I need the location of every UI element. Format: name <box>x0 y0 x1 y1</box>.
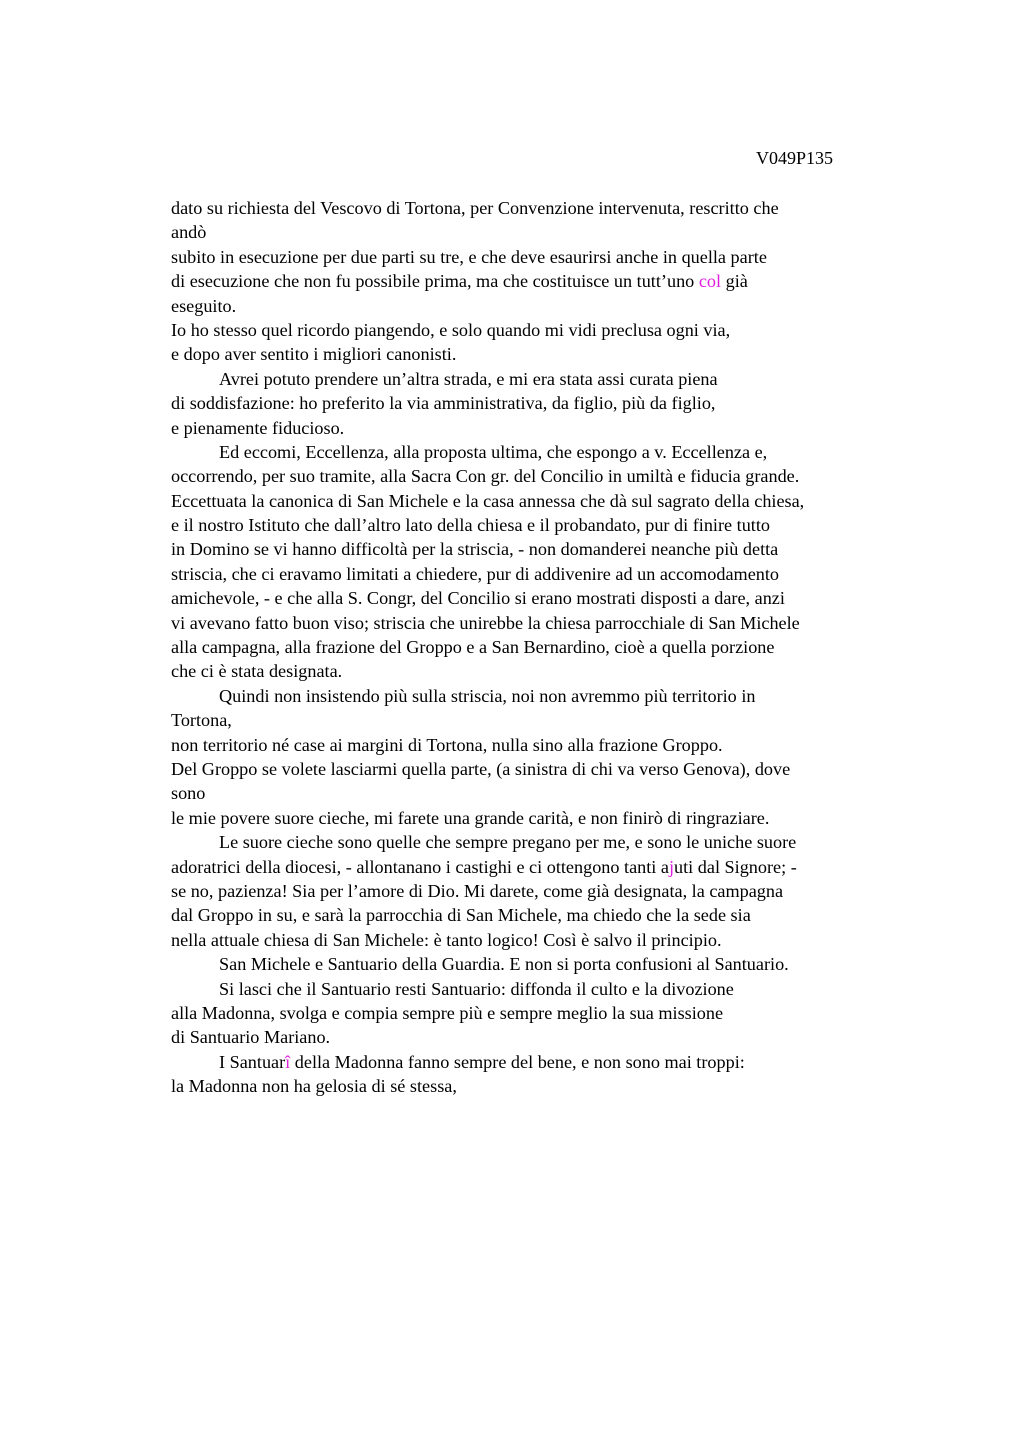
text-line <box>171 659 901 683</box>
text-segment: striscia, che ci eravamo limitati a chiedere, pur di addivenire ad un accomodamento <box>171 563 780 584</box>
text-segment: Tortona, <box>171 710 232 731</box>
text-segment: sono <box>171 783 206 804</box>
text-segment: I Santuar <box>219 1051 286 1072</box>
text-segment: di esecuzione che non fu possibile prima, ma che costituisce un tutt’uno <box>171 271 699 292</box>
text-segment: amichevole, - e che alla S. Congr, del Concilio si erano mostrati disposti a dare, anzi <box>171 588 785 609</box>
text-line <box>171 684 901 708</box>
text-segment: San Michele e Santuario della Guardia. E non si porta confusioni al Santuario. <box>219 954 789 975</box>
text-segment: eseguito. <box>171 295 237 316</box>
text-segment: e dopo aver sentito i migliori canonisti. <box>171 344 457 365</box>
text-line <box>171 611 901 635</box>
text-line <box>171 635 901 659</box>
text-line <box>171 416 901 440</box>
text-segment: e il nostro Istituto che dall’altro lato della chiesa e il probandato, pur di finire tutto <box>171 515 771 536</box>
text-line <box>171 586 901 610</box>
text-segment: la Madonna non ha gelosia di sé stessa, <box>171 1076 457 1097</box>
text-line <box>171 1074 901 1098</box>
text-line <box>171 367 901 391</box>
text-line <box>171 781 901 805</box>
text-line <box>171 1001 901 1025</box>
text-line <box>171 489 901 513</box>
text-line <box>171 757 901 781</box>
text-line <box>171 903 901 927</box>
text-segment: Avrei potuto prendere un’altra strada, e mi era stata assi curata piena <box>219 368 718 389</box>
text-line <box>171 440 901 464</box>
text-line <box>171 220 901 244</box>
text-segment: uti dal Signore; - <box>674 856 797 877</box>
text-segment: Eccettuata la canonica di San Michele e la casa annessa che dà sul sagrato della chiesa, <box>171 490 805 511</box>
text-line <box>171 318 901 342</box>
text-line <box>171 537 901 561</box>
highlighted-text: col <box>698 271 722 292</box>
text-segment: in Domino se vi hanno difficoltà per la striscia, - non domanderei neanche più detta <box>171 539 779 560</box>
text-segment: andò <box>171 222 207 243</box>
text-line <box>171 464 901 488</box>
text-segment: della Madonna fanno sempre del bene, e non sono mai troppi: <box>290 1051 745 1072</box>
text-segment: dal Groppo in su, e sarà la parrocchia di San Michele, ma chiedo che la sede sia <box>171 905 751 926</box>
text-segment: Del Groppo se volete lasciarmi quella parte, (a sinistra di chi va verso Genova), dove <box>171 758 791 779</box>
text-line <box>171 1025 901 1049</box>
text-line <box>171 733 901 757</box>
highlighted-text: î <box>285 1051 291 1072</box>
text-segment: Ed eccomi, Eccellenza, alla proposta ultima, che espongo a v. Eccellenza e, <box>219 441 768 462</box>
text-segment: di Santuario Mariano. <box>171 1027 331 1048</box>
text-segment: subito in esecuzione per due parti su tre, e che deve esaurirsi anche in quella parte <box>171 246 767 267</box>
text-segment: adoratrici della diocesi, - allontanano i castighi e ci ottengono tanti a <box>171 856 669 877</box>
text-segment: alla Madonna, svolga e compia sempre più e sempre meglio la sua missione <box>171 1002 724 1023</box>
text-segment: e pienamente fiducioso. <box>171 417 345 438</box>
text-line <box>171 806 901 830</box>
text-line <box>171 952 901 976</box>
text-segment: Quindi non insistendo più sulla striscia, noi non avremmo più territorio in <box>219 685 756 706</box>
text-line <box>171 855 901 879</box>
text-segment: le mie povere suore cieche, mi farete una grande carità, e non finirò di ringraziare. <box>171 807 770 828</box>
text-segment: dato su richiesta del Vescovo di Tortona, per Convenzione intervenuta, rescritto che <box>171 198 779 218</box>
text-line <box>171 928 901 952</box>
page-code: V049P135 <box>756 148 834 168</box>
text-line <box>171 830 901 854</box>
text-segment: che ci è stata designata. <box>171 661 343 682</box>
text-line <box>171 294 901 318</box>
text-line <box>171 269 901 293</box>
text-segment: occorrendo, per suo tramite, alla Sacra Con gr. del Concilio in umiltà e fiducia grande. <box>171 466 800 487</box>
text-line <box>171 977 901 1001</box>
text-line <box>171 391 901 415</box>
text-segment: già <box>721 271 748 292</box>
text-segment: non territorio né case ai margini di Tortona, nulla sino alla frazione Groppo. <box>171 734 723 755</box>
highlighted-text: j <box>668 856 675 877</box>
text-line <box>171 708 901 732</box>
text-segment: nella attuale chiesa di San Michele: è tanto logico! Così è salvo il principio. <box>171 929 722 950</box>
text-line <box>171 513 901 537</box>
document-body <box>171 196 901 1098</box>
text-segment: alla campagna, alla frazione del Groppo e a San Bernardino, cioè a quella porzione <box>171 637 775 658</box>
text-segment: vi avevano fatto buon viso; striscia che unirebbe la chiesa parrocchiale di San Michele <box>171 612 800 633</box>
text-line <box>171 245 901 269</box>
text-line <box>171 562 901 586</box>
text-segment: se no, pazienza! Sia per l’amore di Dio. Mi darete, come già designata, la campagna <box>171 880 784 901</box>
text-line <box>171 1050 901 1074</box>
text-segment: Le suore cieche sono quelle che sempre pregano per me, e sono le uniche suore <box>219 832 797 853</box>
text-line <box>171 196 901 220</box>
text-line <box>171 342 901 366</box>
text-line <box>171 879 901 903</box>
text-segment: Io ho stesso quel ricordo piangendo, e solo quando mi vidi preclusa ogni via, <box>171 319 731 340</box>
text-segment: Si lasci che il Santuario resti Santuario: diffonda il culto e la divozione <box>219 978 734 999</box>
text-segment: di soddisfazione: ho preferito la via amministrativa, da figlio, più da figlio, <box>171 393 716 414</box>
